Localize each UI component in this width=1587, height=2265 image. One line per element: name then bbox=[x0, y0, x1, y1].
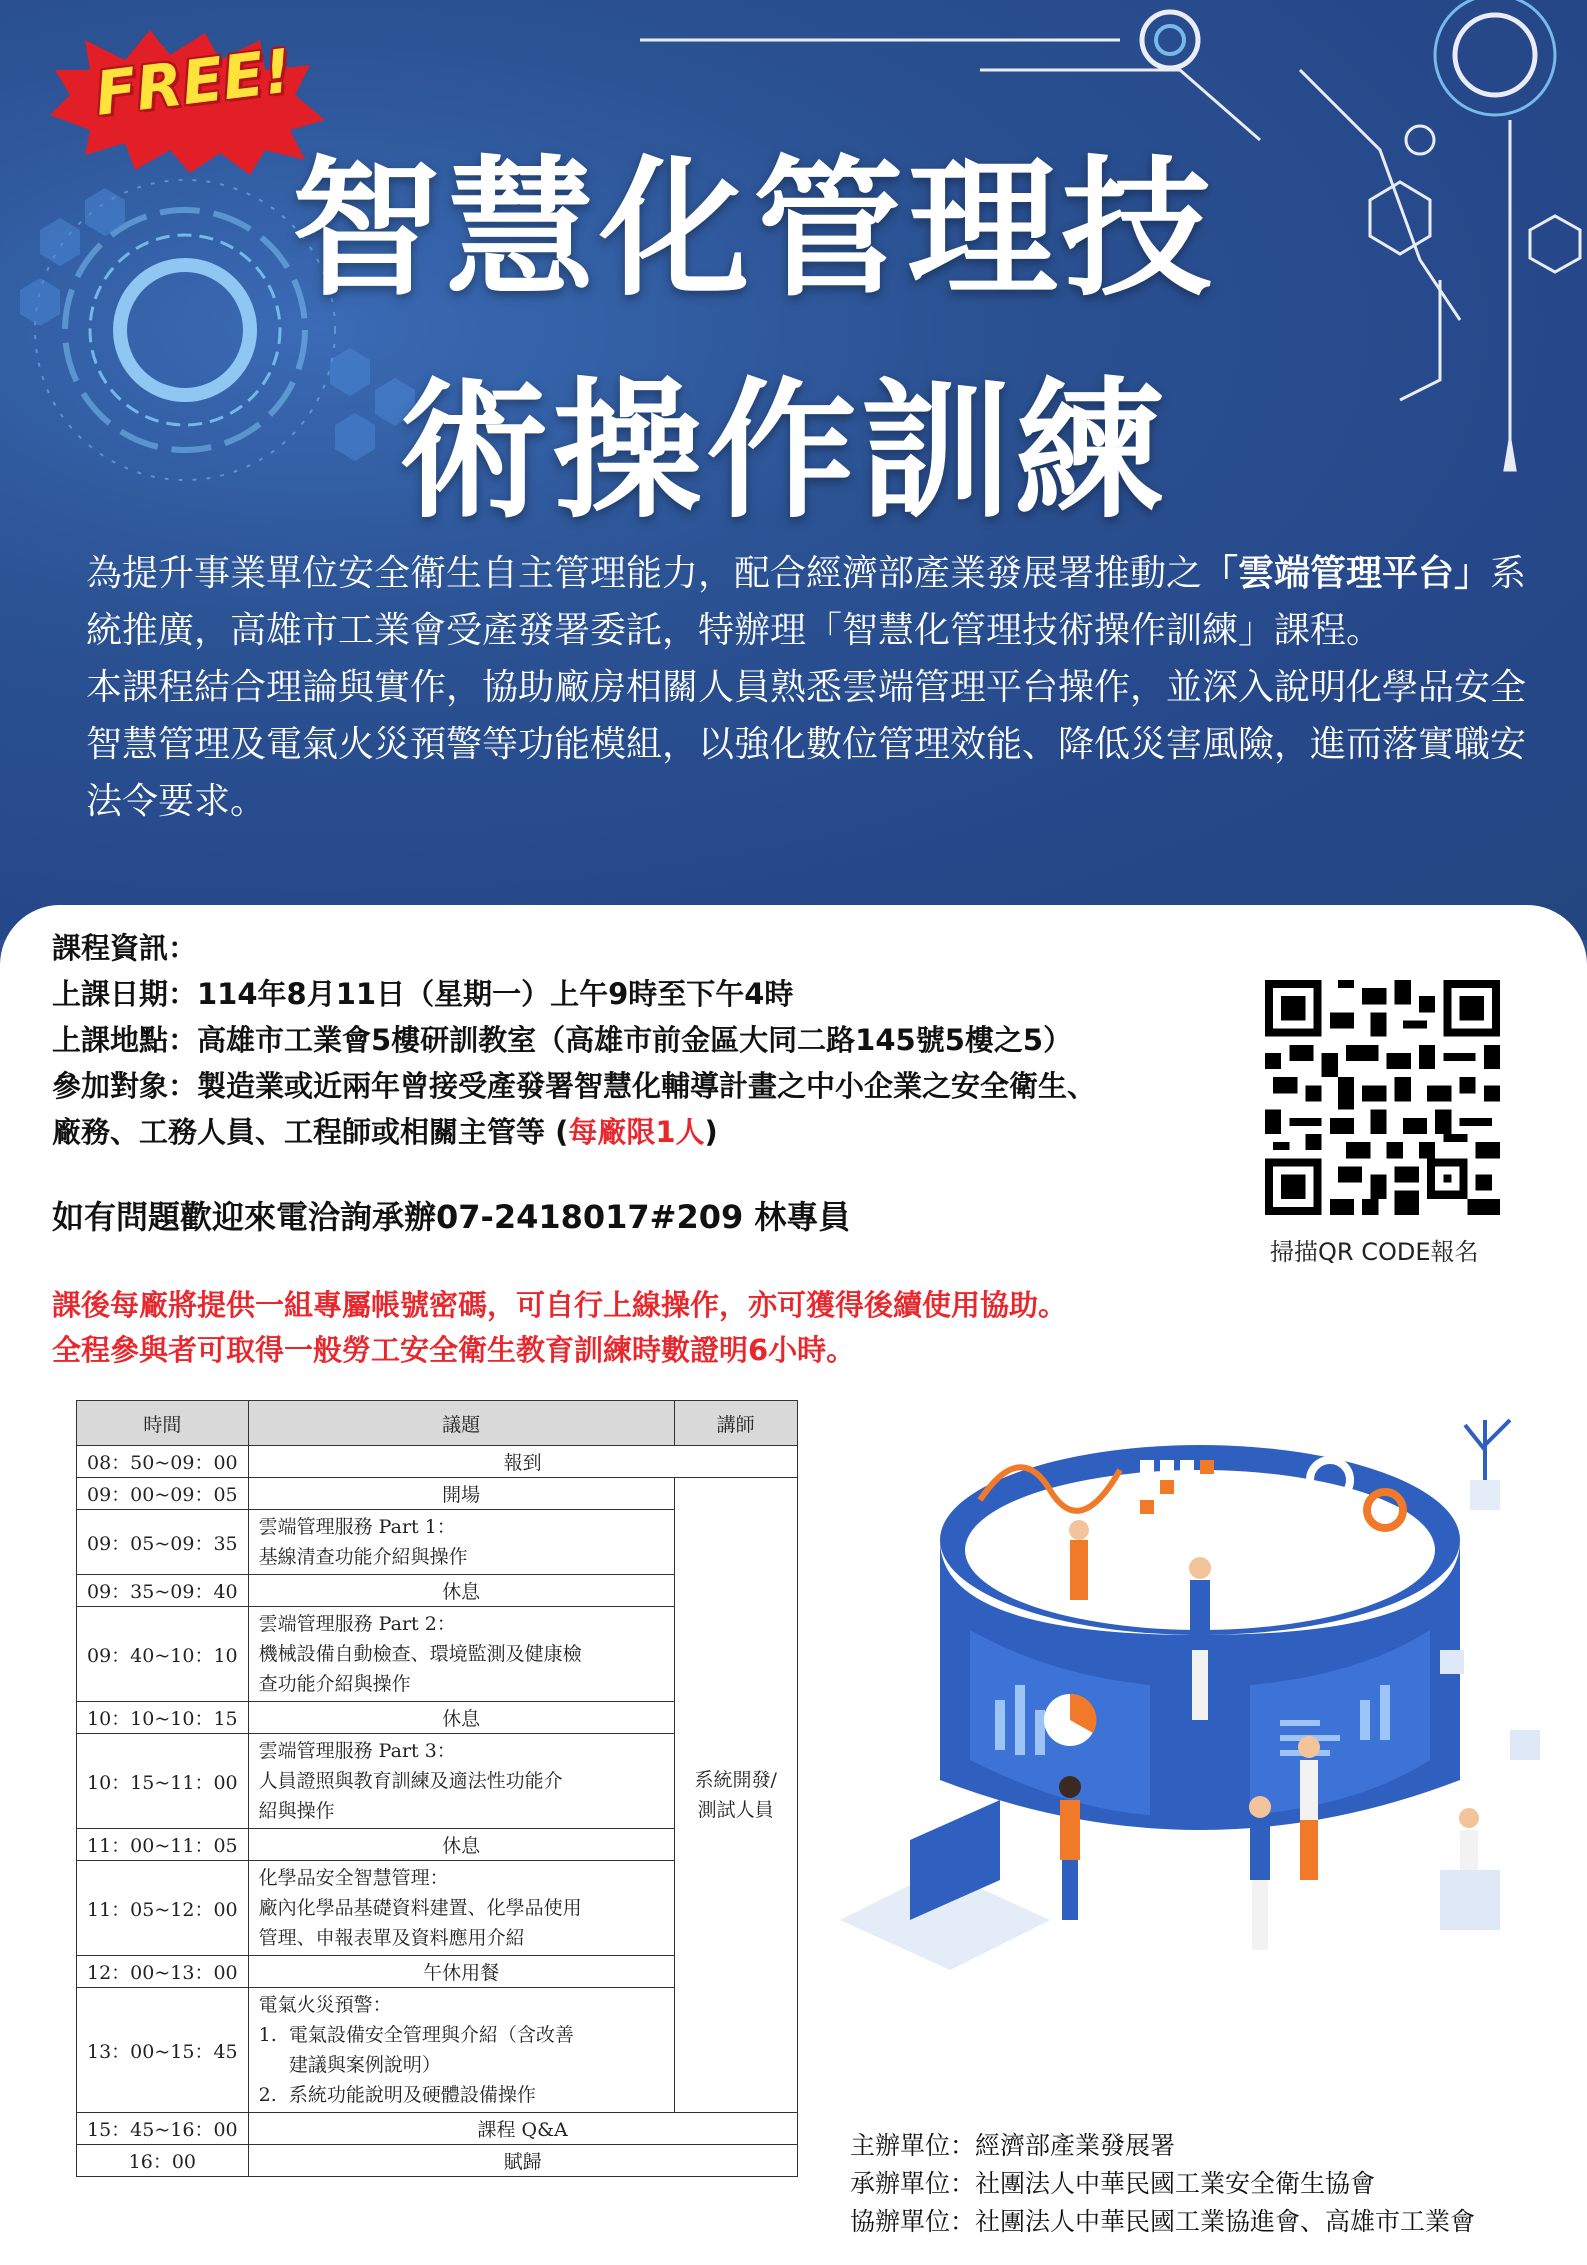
schedule-topic-line: 雲端管理服務 Part 3： bbox=[258, 1740, 456, 1762]
intro-paragraph-1 bbox=[86, 545, 1546, 659]
schedule-topic bbox=[248, 1478, 674, 1510]
qr-caption: 掃描QR CODE報名 bbox=[1270, 1238, 1479, 1266]
schedule-speaker-line: 系統開發/ bbox=[694, 1769, 777, 1791]
intro-p1-part-a: 為提升事業單位安全衛生自主管理能力，配合經濟部產業發展署推動之 bbox=[86, 553, 1203, 594]
schedule-time: 10：15~11：00 bbox=[77, 1734, 249, 1829]
schedule-header-row bbox=[77, 1401, 798, 1446]
schedule-time: 12：00~13：00 bbox=[77, 1956, 249, 1988]
course-target-limit: 每廠限1人 bbox=[568, 1115, 705, 1149]
course-target-close: ) bbox=[704, 1115, 718, 1149]
schedule-topic-line: 基線清查功能介紹與操作 bbox=[258, 1546, 468, 1568]
schedule-topic-line: 休息 bbox=[442, 1708, 481, 1730]
schedule-time: 09：35~09：40 bbox=[77, 1575, 249, 1607]
intro-p1-part-c: 系統推廣，高雄市工業會受產發署委託，特辦理「智慧化管理技術操作訓練」課程。 bbox=[86, 553, 1527, 651]
schedule-topic bbox=[248, 1446, 797, 1478]
co-org: 協辦單位：社團法人中華民國工業協進會、高雄市工業會 bbox=[850, 2207, 1476, 2236]
host-org: 主辦單位：經濟部產業發展署 bbox=[850, 2131, 1176, 2160]
schedule-topic-line: 管理、申報表單及資料應用介紹 bbox=[258, 1927, 525, 1949]
schedule-topic-line: 電氣火災預警： bbox=[258, 1994, 392, 2016]
schedule-topic bbox=[248, 2113, 797, 2145]
schedule-speaker bbox=[674, 1478, 797, 2113]
schedule-topic-line: 休息 bbox=[442, 1835, 481, 1857]
schedule-header-time: 時間 bbox=[77, 1401, 249, 1446]
schedule-topic bbox=[248, 1829, 674, 1861]
schedule-topic-line: 建議與案例說明） bbox=[258, 2054, 441, 2076]
course-target-line-2 bbox=[52, 1109, 1252, 1155]
schedule-topic-line: 2. 系統功能說明及硬體設備操作 bbox=[258, 2084, 536, 2106]
title-line-1: 智慧化管理技 bbox=[291, 143, 1216, 317]
schedule-time: 15：45~16：00 bbox=[77, 2113, 249, 2145]
schedule-time: 11：05~12：00 bbox=[77, 1861, 249, 1956]
schedule-topic-line: 雲端管理服務 Part 2： bbox=[258, 1613, 456, 1635]
course-info bbox=[52, 925, 1252, 1155]
intro-text bbox=[86, 545, 1546, 830]
schedule-time: 08：50~09：00 bbox=[77, 1446, 249, 1478]
schedule-topic-line: 課程 Q&A bbox=[477, 2119, 568, 2141]
note-line-2: 全程參與者可取得一般勞工安全衛生教育訓練時數證明6小時。 bbox=[52, 1333, 856, 1367]
laptop-graphic bbox=[840, 1800, 1050, 1970]
schedule-topic bbox=[248, 1607, 674, 1702]
course-target-line-1: 參加對象：製造業或近兩年曾接受產發署智慧化輔導計畫之中小企業之安全衛生、 bbox=[52, 1069, 1097, 1103]
organizers bbox=[850, 2127, 1475, 2241]
contact-line: 如有問題歡迎來電洽詢承辦07-2418017#209 林專員 bbox=[52, 1198, 851, 1236]
title-line-2: 術操作訓練 bbox=[398, 365, 1169, 539]
schedule-topic-line: 人員證照與教育訓練及適法性功能介 bbox=[258, 1770, 563, 1792]
schedule-header-topic: 議題 bbox=[248, 1401, 674, 1446]
schedule-topic-line: 雲端管理服務 Part 1： bbox=[258, 1516, 456, 1538]
intro-paragraph-2: 本課程結合理論與實作，協助廠房相關人員熟悉雲端管理平台操作，並深入說明化學品安全智慧管理及電氣火災預警等功能模組，以強化數位管理效能、降低災害風險，進而落實職安法令要求。 bbox=[86, 667, 1527, 822]
schedule-row bbox=[77, 2145, 798, 2177]
schedule-topic-line: 機械設備自動檢查、環境監測及健康檢 bbox=[258, 1643, 582, 1665]
schedule-topic-line: 1. 電氣設備安全管理與介紹（含改善 bbox=[258, 2024, 574, 2046]
schedule-time: 09：05~09：35 bbox=[77, 1510, 249, 1575]
schedule-time: 16：00 bbox=[77, 2145, 249, 2177]
schedule-row bbox=[77, 1478, 798, 1510]
schedule-time: 09：00~09：05 bbox=[77, 1478, 249, 1510]
course-place: 上課地點：高雄市工業會5樓研訓教室（高雄市前金區大同二路145號5樓之5） bbox=[52, 1023, 1073, 1057]
course-date: 上課日期：114年8月11日（星期一）上午9時至下午4時 bbox=[52, 977, 794, 1011]
qr-code[interactable] bbox=[1265, 980, 1500, 1215]
schedule-time: 09：40~10：10 bbox=[77, 1607, 249, 1702]
data-dashboard-illustration bbox=[820, 1400, 1560, 2000]
schedule-speaker-line: 測試人員 bbox=[697, 1799, 774, 1821]
schedule-topic-line: 休息 bbox=[442, 1581, 481, 1603]
schedule-topic bbox=[248, 1956, 674, 1988]
schedule-time: 11：00~11：05 bbox=[77, 1829, 249, 1861]
schedule-topic-line: 廠內化學品基礎資料建置、化學品使用 bbox=[258, 1897, 582, 1919]
schedule-table bbox=[76, 1400, 798, 2177]
plant-icon bbox=[1465, 1420, 1510, 1510]
schedule-topic-line: 午休用餐 bbox=[423, 1962, 500, 1984]
note-line-1: 課後每廠將提供一組專屬帳號密碼，可自行上線操作，亦可獲得後續使用協助。 bbox=[52, 1288, 1068, 1322]
schedule-topic bbox=[248, 1861, 674, 1956]
schedule-topic-line: 化學品安全智慧管理： bbox=[258, 1867, 449, 1889]
schedule-topic bbox=[248, 2145, 797, 2177]
schedule-topic-line: 開場 bbox=[442, 1484, 481, 1506]
course-target-text: 廠務、工務人員、工程師或相關主管等 ( bbox=[52, 1115, 569, 1149]
schedule-topic-line: 紹與操作 bbox=[258, 1800, 335, 1822]
notes bbox=[52, 1283, 1067, 1373]
schedule-topic bbox=[248, 1988, 674, 2113]
schedule-time: 13：00~15：45 bbox=[77, 1988, 249, 2113]
schedule-topic-line: 賦歸 bbox=[503, 2151, 542, 2173]
schedule-topic bbox=[248, 1734, 674, 1829]
course-info-heading: 課程資訊： bbox=[52, 931, 198, 965]
schedule-topic bbox=[248, 1702, 674, 1734]
schedule-body bbox=[77, 1446, 798, 2177]
schedule-topic bbox=[248, 1575, 674, 1607]
schedule-time: 10：10~10：15 bbox=[77, 1702, 249, 1734]
intro-p1-highlight: 「雲端管理平台」 bbox=[1202, 553, 1491, 594]
free-badge-text: FREE! bbox=[91, 36, 296, 130]
schedule-topic bbox=[248, 1510, 674, 1575]
schedule-header-speaker: 講師 bbox=[674, 1401, 797, 1446]
schedule-row bbox=[77, 1446, 798, 1478]
schedule-topic-line: 報到 bbox=[503, 1452, 542, 1474]
schedule-topic-line: 查功能介紹與操作 bbox=[258, 1673, 411, 1695]
organizer-org: 承辦單位：社團法人中華民國工業安全衛生協會 bbox=[850, 2169, 1376, 2198]
schedule-row bbox=[77, 2113, 798, 2145]
